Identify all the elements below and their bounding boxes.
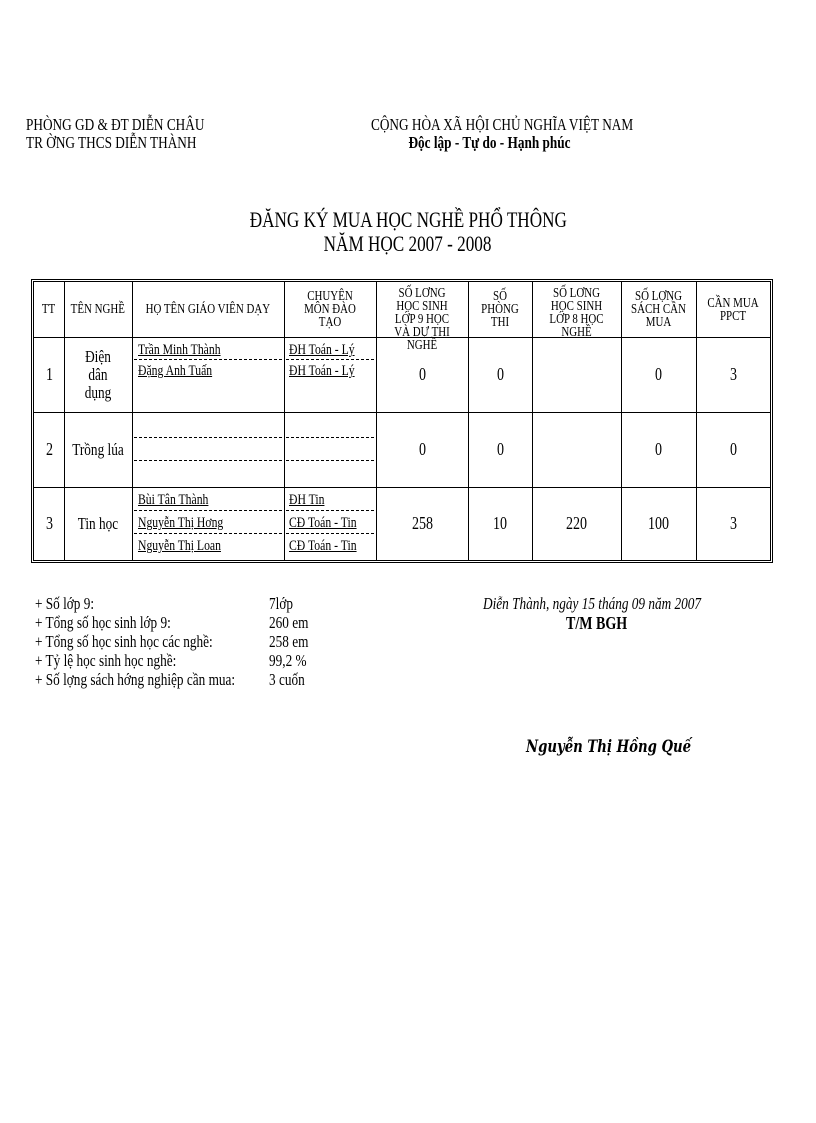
header-cell: [468, 282, 532, 337]
cell-text: 0: [496, 439, 504, 459]
dotted-line: [286, 460, 374, 461]
stat-label: + Tỷ lệ học sinh học nghề:: [35, 651, 177, 670]
cell-text: 10: [492, 513, 508, 533]
cell-text: 0: [654, 364, 663, 384]
dotted-line: [286, 359, 374, 360]
cell-text: Đặng Anh Tuấn: [138, 363, 213, 379]
cell-text: ĐH Toán - Lý: [289, 363, 355, 379]
cell-text: Bùi Tân Thành: [138, 492, 209, 508]
place-date: Diễn Thành, ngày 15 tháng 09 năm 2007: [483, 594, 702, 613]
stat-value: 7lớp: [269, 594, 293, 613]
header-text: CHUYÊN MÔN ĐÀO TẠO: [304, 289, 356, 330]
dotted-line: [134, 359, 282, 360]
header-cell: [64, 282, 132, 337]
ppct-count: [696, 412, 770, 487]
teacher-major: [289, 538, 376, 554]
cell-text: 0: [418, 439, 426, 459]
cell-text: 220: [565, 513, 588, 533]
stat-label: + Tổng số học sinh học các nghề:: [35, 632, 213, 651]
grade8-count: [532, 412, 621, 487]
grade8-count: [532, 487, 621, 560]
grade8-count: [532, 337, 621, 412]
summary-stats: [35, 594, 308, 689]
header-text: TT: [42, 302, 56, 317]
national-motto: Độc lập - Tự do - Hạnh phúc: [408, 133, 571, 152]
room-count: [468, 412, 532, 487]
grade9-count: [376, 487, 468, 560]
cell-text: Trần Minh Thành: [138, 342, 221, 358]
dotted-line: [286, 510, 374, 511]
cell-text: 100: [647, 513, 670, 533]
stat-row: [35, 651, 308, 670]
header-cell: [621, 286, 696, 333]
stat-value: 260 em: [269, 613, 309, 632]
cell-text: Nguyễn Thị Hơng: [138, 515, 224, 531]
teacher-name: [138, 342, 244, 358]
dotted-line: [134, 533, 282, 534]
teacher-name: [138, 492, 228, 508]
cell-text: 3: [729, 513, 737, 533]
stat-value: 3 cuốn: [269, 670, 305, 689]
header-text: SỐ LƠNG HỌC SINH LỚP 8 HỌC NGHỀ: [549, 286, 604, 340]
cell-text: 0: [496, 364, 504, 384]
dotted-line: [134, 510, 282, 511]
title-line-1: ĐĂNG KÝ MUA HỌC NGHỀ PHỔ THÔNG: [249, 207, 567, 232]
grade9-count: [376, 412, 468, 487]
header-cell: [532, 286, 621, 340]
room-count: [468, 337, 532, 412]
header-text: TÊN NGHỀ: [70, 302, 126, 317]
stat-label: + Tổng số học sinh lớp 9:: [35, 613, 171, 632]
dotted-line: [286, 533, 374, 534]
header-cell: [376, 286, 468, 353]
cell-text: Nguyễn Thị Loan: [138, 538, 221, 554]
cell-text: Tin học: [77, 514, 119, 533]
trade-name: [64, 337, 132, 412]
cell-text: ĐH Tin: [289, 492, 325, 508]
cell-text: ĐH Toán - Lý: [289, 342, 355, 358]
cell-text: 1: [45, 364, 53, 384]
teacher-name: [138, 515, 247, 531]
dotted-line: [286, 437, 374, 438]
dotted-line: [134, 460, 282, 461]
cell-text: 3: [45, 513, 53, 533]
header-cell: [284, 282, 376, 337]
department-name: PHÒNG GD & ĐT DIỄN CHÂU: [26, 115, 205, 134]
header-text: SỐ LƠNG HỌC SINH LỚP 9 HỌC VÀ DỰ THI NGHỀ: [394, 286, 450, 353]
header-text: CẦN MUA PPCT: [707, 295, 759, 324]
header-text: SỐ LỢNG SÁCH CẦN MUA: [631, 289, 686, 330]
school-header: [26, 116, 204, 152]
signer-name: Nguyễn Thị Hồng Quế: [526, 737, 692, 757]
header-cell: [34, 282, 64, 337]
stat-row: [35, 594, 308, 613]
stat-row: [35, 670, 308, 689]
header-cell: [696, 282, 770, 337]
dotted-line: [134, 437, 282, 438]
row-number: [34, 487, 64, 560]
grade9-count: [376, 337, 468, 412]
ppct-count: [696, 337, 770, 412]
trade-name: [64, 412, 132, 487]
cell-text: Trồng lúa: [72, 440, 124, 459]
school-name: TR ỜNG THCS DIỄN THÀNH: [26, 133, 197, 152]
room-count: [468, 487, 532, 560]
stat-label: + Số lợng sách hớng nghiệp cần mua:: [35, 670, 236, 689]
cell-text: Điện dân dụng: [84, 346, 112, 402]
header-cell: [132, 282, 284, 337]
signer-role: T/M BGH: [566, 613, 628, 633]
teacher-major: [289, 492, 334, 508]
book-count: [621, 412, 696, 487]
cell-text: 3: [729, 364, 737, 384]
cell-text: 0: [418, 364, 426, 384]
cell-text: 2: [45, 439, 53, 459]
registration-table: [31, 279, 773, 563]
cell-text: 258: [411, 513, 433, 533]
stat-label: + Số lớp 9:: [35, 594, 95, 613]
title-line-2: NĂM HỌC 2007 - 2008: [324, 231, 492, 256]
trade-name: [64, 487, 132, 560]
row-number: [34, 412, 64, 487]
teacher-major: [289, 342, 373, 358]
header-text: HỌ TÊN GIÁO VIÊN DẠY: [145, 302, 271, 317]
stat-value: 258 em: [269, 632, 309, 651]
header-text: SỐ PHÒNG THI: [481, 289, 519, 330]
cell-text: CĐ Toán - Tin: [289, 515, 357, 531]
stat-value: 99,2 %: [269, 651, 307, 670]
cell-text: CĐ Toán - Tin: [289, 538, 357, 554]
national-header: [371, 116, 633, 152]
ppct-count: [696, 487, 770, 560]
stat-row: [35, 632, 308, 651]
republic-name: CỘNG HÒA XÃ HỘI CHỦ NGHĨA VIỆT NAM: [371, 115, 634, 134]
teacher-name: [138, 538, 244, 554]
cell-text: 0: [729, 439, 737, 459]
teacher-major: [289, 363, 373, 379]
teacher-major: [289, 515, 376, 531]
cell-text: 0: [654, 439, 663, 459]
book-count: [621, 487, 696, 560]
stat-row: [35, 613, 308, 632]
row-number: [34, 337, 64, 412]
book-count: [621, 337, 696, 412]
teacher-name: [138, 363, 233, 379]
document-title: [0, 208, 816, 256]
